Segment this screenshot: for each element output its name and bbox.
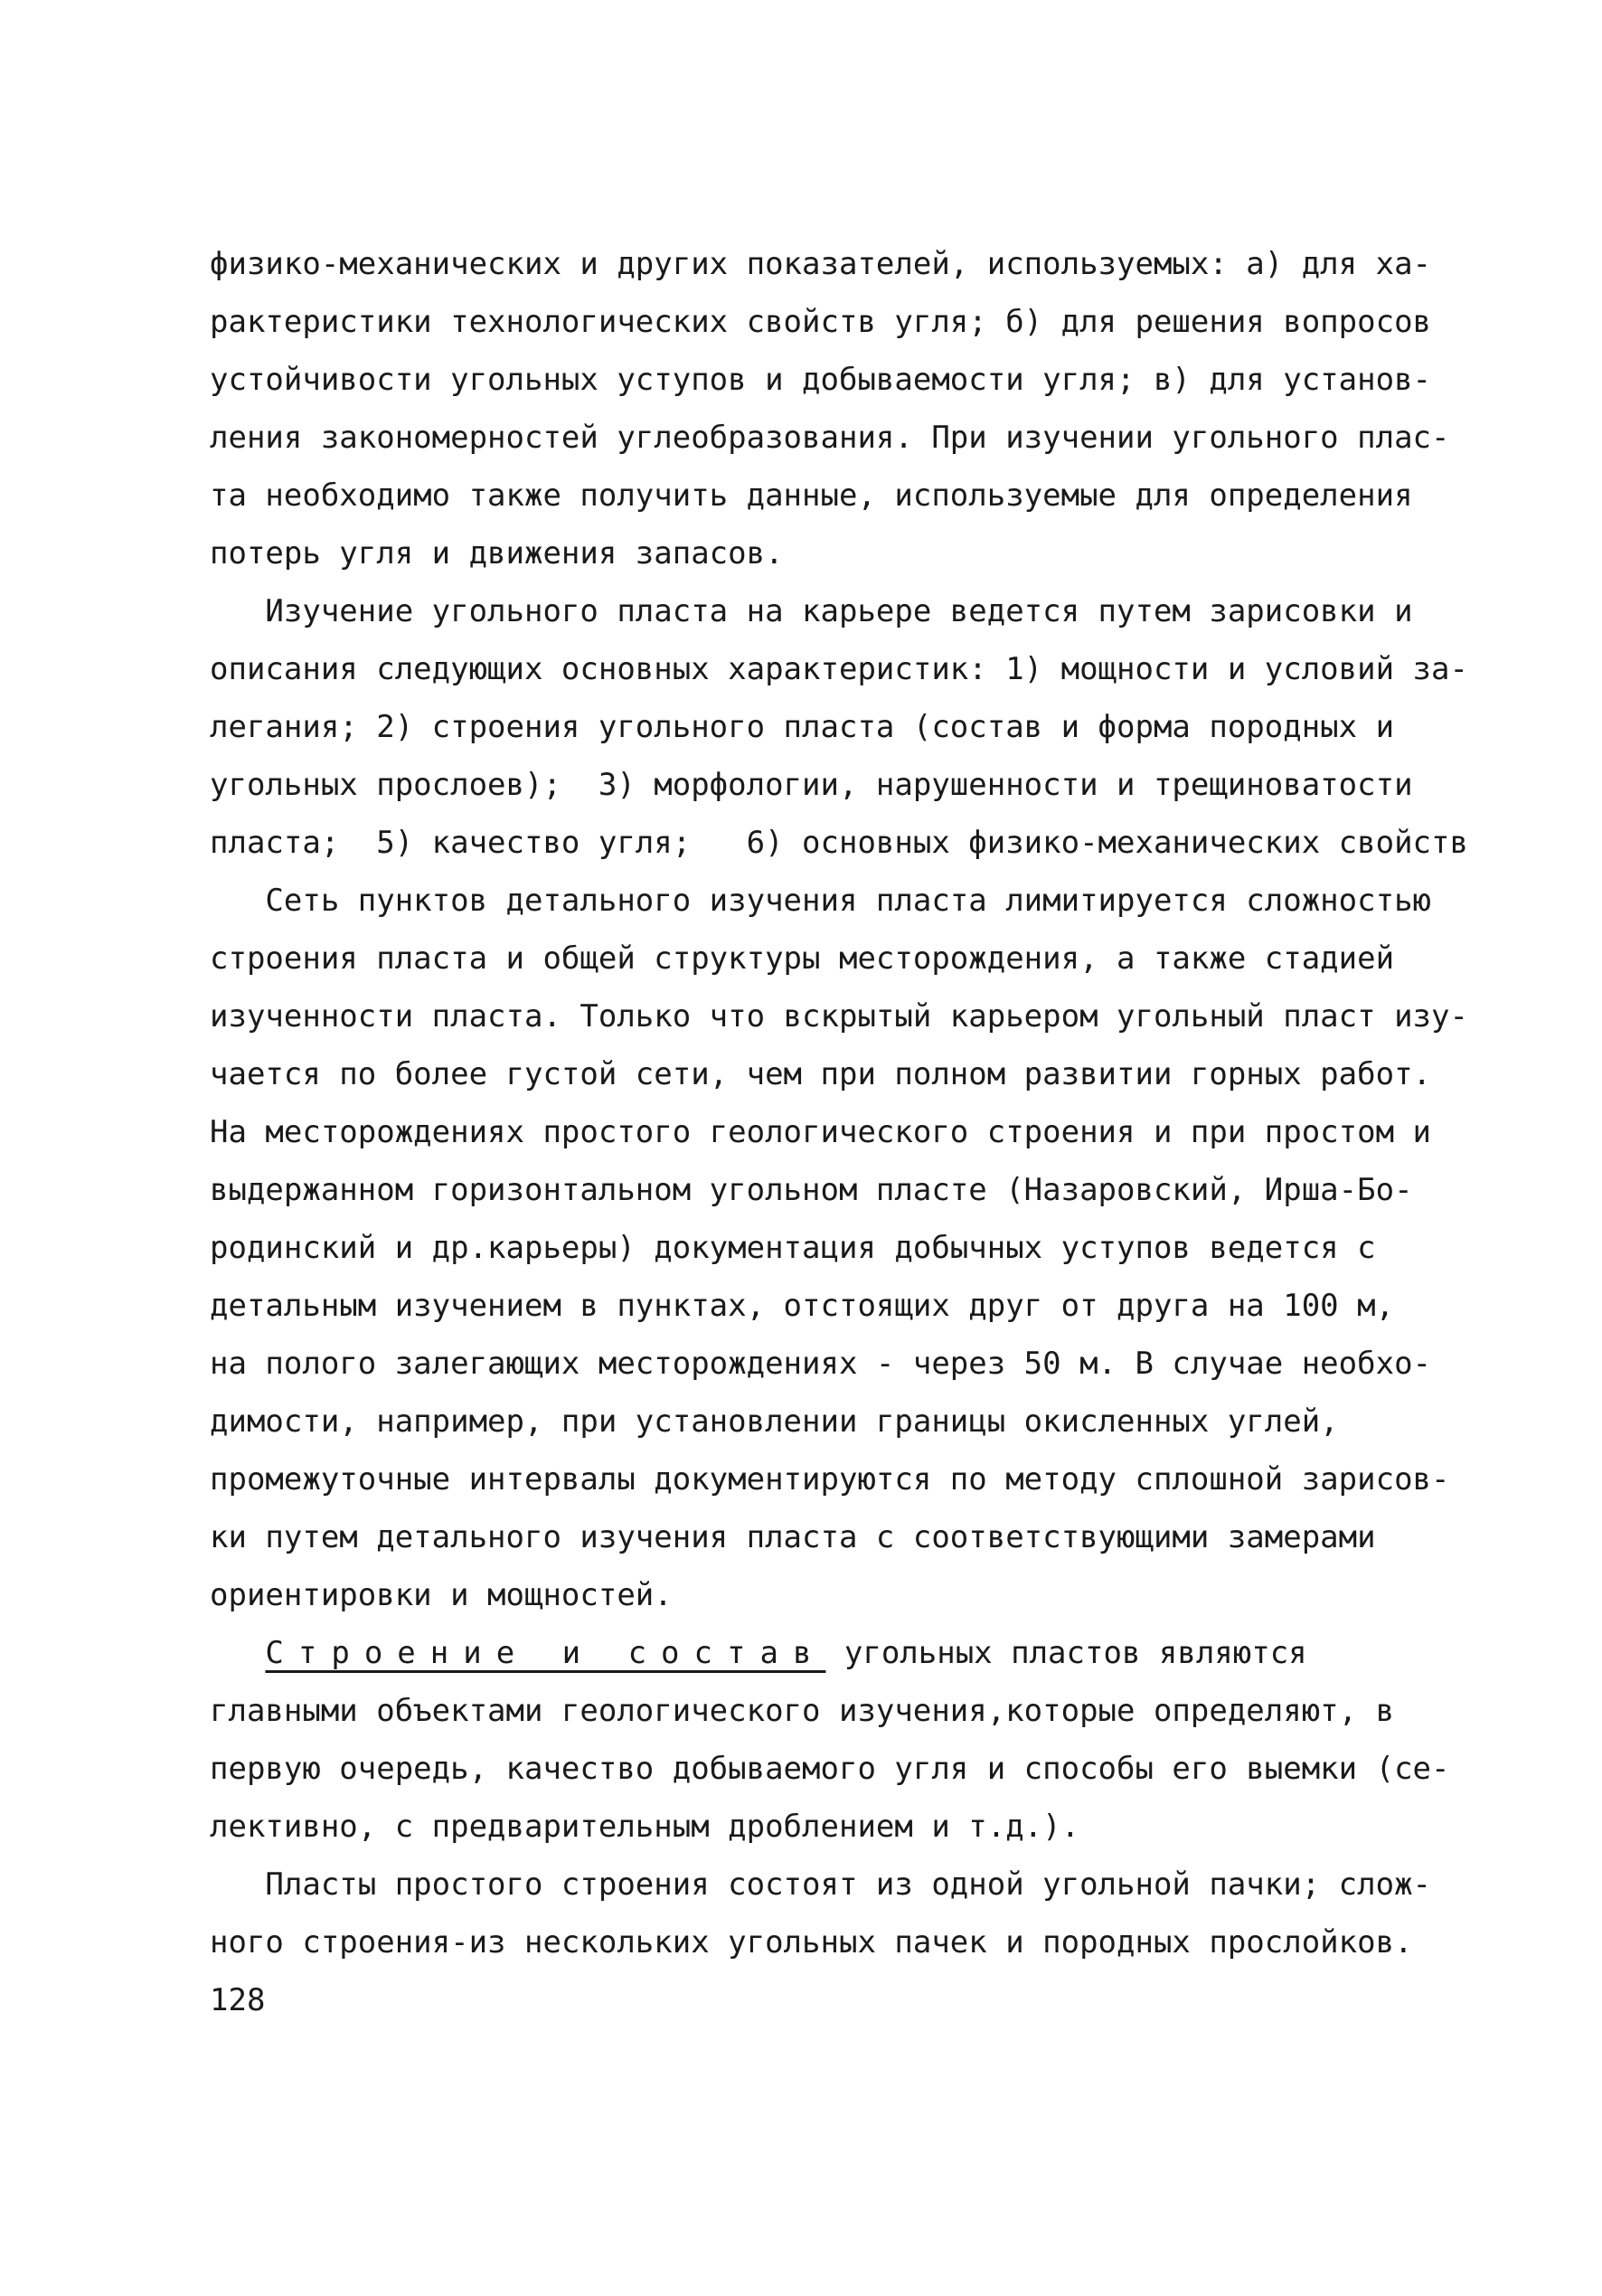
text-line: ления закономерностей углеобразования. При изучении угольного плас- xyxy=(210,420,1450,456)
text-line: потерь угля и движения запасов. xyxy=(210,535,784,572)
text-line: промежуточные интервалы документируются по методу сплошной зарисов- xyxy=(210,1461,1450,1498)
text-line: физико-механических и других показателей, используемых: а) для ха- xyxy=(210,246,1432,282)
text-line: Изучение угольного пласта на карьере ведется путем зарисовки и xyxy=(210,593,1413,629)
text-line: чается по более густой сети, чем при полном развитии горных работ. xyxy=(210,1056,1432,1092)
text-line: изученности пласта. Только что вскрытый карьером угольный пласт изу- xyxy=(210,998,1468,1035)
section-heading: Строение и состав xyxy=(265,1635,826,1671)
text-line: ориентировки и мощностей. xyxy=(210,1577,673,1613)
paragraph-4 xyxy=(210,1624,1450,1856)
paragraph-2 xyxy=(210,582,1468,872)
text-line: выдержанном горизонтальном угольном пласте (Назаровский, Ирша-Бо- xyxy=(210,1172,1413,1208)
heading-line xyxy=(210,1624,1421,1682)
text-line: ного строения-из нескольких угольных пачек и породных прослойков. xyxy=(210,1924,1413,1961)
text-line: Пласты простого строения состоят из одной угольной пачки; слож- xyxy=(210,1866,1432,1903)
paragraph-3 xyxy=(210,872,1468,1624)
text-line: На месторождениях простого геологического строения и при простом и xyxy=(210,1114,1432,1150)
text-line: лективно, с предварительным дроблением и т.д.). xyxy=(210,1809,1080,1845)
text-line: та необходимо также получить данные, используемые для определения xyxy=(210,477,1413,514)
text-line: пласта; 5) качество угля; 6) основных физико-механических свойств xyxy=(210,825,1468,861)
paragraph-1 xyxy=(210,235,1450,582)
page-number: 128 xyxy=(210,1982,266,2018)
text-line: строения пласта и общей структуры месторождения, а также стадией xyxy=(210,940,1395,977)
paragraph-5 xyxy=(210,1856,1432,1971)
text-line: устойчивости угольных уступов и добываемости угля; в) для установ- xyxy=(210,362,1432,398)
text-line: детальным изучением в пунктах, отстоящих друг от друга на 100 м, xyxy=(210,1288,1395,1324)
text-line: угольных прослоев); 3) морфологии, нарушенности и трещиноватости xyxy=(210,767,1413,803)
text-line: описания следующих основных характеристик: 1) мощности и условий за- xyxy=(210,651,1468,687)
text-line: Сеть пунктов детального изучения пласта лимитируется сложностью xyxy=(210,883,1432,919)
text-line: родинский и др.карьеры) документация добычных уступов ведется с xyxy=(210,1230,1376,1266)
text-line: легания; 2) строения угольного пласта (состав и форма породных и xyxy=(210,709,1395,745)
heading-continuation: угольных пластов являются xyxy=(825,1635,1307,1671)
text-line: димости, например, при установлении границы окисленных углей, xyxy=(210,1403,1339,1440)
text-line: первую очередь, качество добываемого угля и способы его выемки (се- xyxy=(210,1751,1450,1787)
text-line: главными объектами геологического изучения,которые определяют, в xyxy=(210,1693,1395,1729)
text-line: рактеристики технологических свойств угля; б) для решения вопросов xyxy=(210,304,1432,340)
body-text xyxy=(210,235,1468,1971)
text-line: ки путем детального изучения пласта с соответствующими замерами xyxy=(210,1519,1376,1555)
text-line: на полого залегающих месторождениях - через 50 м. В случае необхо- xyxy=(210,1346,1432,1382)
